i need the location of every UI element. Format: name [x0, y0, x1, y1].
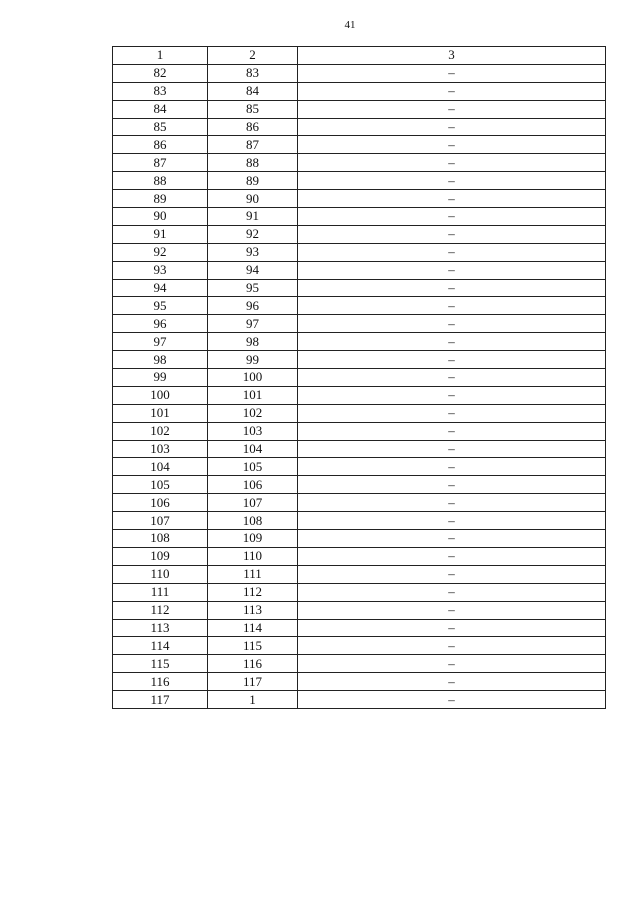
table-row	[113, 494, 606, 512]
table-cell: 94	[208, 261, 298, 279]
table-cell: 109	[113, 547, 208, 565]
table-cell: –	[298, 404, 606, 422]
table-row	[113, 691, 606, 709]
table-cell: 87	[208, 136, 298, 154]
table-cell: 105	[208, 458, 298, 476]
table-row	[113, 351, 606, 369]
table-row	[113, 261, 606, 279]
table-cell: –	[298, 386, 606, 404]
table-cell: –	[298, 351, 606, 369]
table-row	[113, 136, 606, 154]
table-cell: –	[298, 208, 606, 226]
table-cell: –	[298, 369, 606, 387]
table-cell: –	[298, 637, 606, 655]
table-row	[113, 512, 606, 530]
table-cell: –	[298, 458, 606, 476]
table-cell: 95	[208, 279, 298, 297]
table-cell: –	[298, 82, 606, 100]
table-row	[113, 583, 606, 601]
table-cell: –	[298, 530, 606, 548]
table-cell: 112	[113, 601, 208, 619]
table-row	[113, 637, 606, 655]
table-cell: 117	[208, 673, 298, 691]
table-cell: 105	[113, 476, 208, 494]
table-cell: –	[298, 691, 606, 709]
table-cell: 93	[113, 261, 208, 279]
table-cell: –	[298, 225, 606, 243]
table-cell: 88	[208, 154, 298, 172]
table-cell: –	[298, 673, 606, 691]
table-cell: 86	[208, 118, 298, 136]
table-row	[113, 172, 606, 190]
table-cell: 85	[208, 100, 298, 118]
table-row	[113, 297, 606, 315]
table-cell: 96	[208, 297, 298, 315]
table-row	[113, 190, 606, 208]
table-cell: 107	[113, 512, 208, 530]
table-cell: –	[298, 243, 606, 261]
table-cell: 108	[208, 512, 298, 530]
table-cell: –	[298, 422, 606, 440]
table-cell: –	[298, 333, 606, 351]
table-cell: 106	[208, 476, 298, 494]
table-cell: 89	[208, 172, 298, 190]
table-cell: 110	[208, 547, 298, 565]
table-cell: 111	[208, 565, 298, 583]
page-number: 41	[344, 19, 356, 31]
table-cell: 97	[208, 315, 298, 333]
table-cell: 95	[113, 297, 208, 315]
table-row	[113, 440, 606, 458]
table-row	[113, 565, 606, 583]
table-cell: 104	[113, 458, 208, 476]
data-table	[112, 46, 606, 709]
table-cell: 104	[208, 440, 298, 458]
table-cell: –	[298, 565, 606, 583]
table-row	[113, 100, 606, 118]
table-cell: 1	[208, 691, 298, 709]
table-row	[113, 422, 606, 440]
table-cell: 83	[208, 64, 298, 82]
table-row	[113, 547, 606, 565]
table-cell: –	[298, 619, 606, 637]
table-cell: –	[298, 494, 606, 512]
table-row	[113, 243, 606, 261]
table-cell: 86	[113, 136, 208, 154]
table-row	[113, 673, 606, 691]
table-cell: 113	[113, 619, 208, 637]
table-cell: 92	[113, 243, 208, 261]
table-cell: 99	[208, 351, 298, 369]
table-cell: 107	[208, 494, 298, 512]
table-cell: –	[298, 655, 606, 673]
table-cell: 101	[113, 404, 208, 422]
table-cell: 103	[208, 422, 298, 440]
table-cell: –	[298, 583, 606, 601]
table-cell: –	[298, 315, 606, 333]
table-cell: 116	[113, 673, 208, 691]
table-cell: 91	[208, 208, 298, 226]
table-cell: –	[298, 279, 606, 297]
table-row	[113, 530, 606, 548]
table-cell: 114	[208, 619, 298, 637]
table-cell: 101	[208, 386, 298, 404]
table-row	[113, 369, 606, 387]
table-cell: –	[298, 547, 606, 565]
table-cell: 98	[208, 333, 298, 351]
table-cell: 103	[113, 440, 208, 458]
table-body	[113, 64, 606, 708]
column-header: 2	[208, 47, 298, 65]
table-cell: 109	[208, 530, 298, 548]
table-cell: 99	[113, 369, 208, 387]
table-cell: 110	[113, 565, 208, 583]
table-cell: 96	[113, 315, 208, 333]
table-cell: –	[298, 172, 606, 190]
table-cell: –	[298, 118, 606, 136]
table-cell: –	[298, 154, 606, 172]
table-header-row	[113, 47, 606, 65]
table-row	[113, 601, 606, 619]
column-header: 3	[298, 47, 606, 65]
table-cell: 116	[208, 655, 298, 673]
table-row	[113, 225, 606, 243]
table-cell: 87	[113, 154, 208, 172]
table-cell: 112	[208, 583, 298, 601]
table-row	[113, 619, 606, 637]
table-cell: 84	[208, 82, 298, 100]
table-row	[113, 404, 606, 422]
table-cell: 102	[113, 422, 208, 440]
table-cell: 111	[113, 583, 208, 601]
table-cell: –	[298, 512, 606, 530]
table-row	[113, 476, 606, 494]
column-header: 1	[113, 47, 208, 65]
table-cell: –	[298, 64, 606, 82]
table-cell: 100	[208, 369, 298, 387]
table-cell: 108	[113, 530, 208, 548]
table-cell: 113	[208, 601, 298, 619]
table-cell: 115	[208, 637, 298, 655]
table-row	[113, 64, 606, 82]
table-cell: 85	[113, 118, 208, 136]
table-cell: 97	[113, 333, 208, 351]
table-cell: 89	[113, 190, 208, 208]
table-cell: 83	[113, 82, 208, 100]
table-cell: 90	[113, 208, 208, 226]
table-cell: 91	[113, 225, 208, 243]
table-cell: 114	[113, 637, 208, 655]
table-cell: 88	[113, 172, 208, 190]
table-cell: 90	[208, 190, 298, 208]
table-cell: 106	[113, 494, 208, 512]
table-cell: 82	[113, 64, 208, 82]
table-row	[113, 315, 606, 333]
table-row	[113, 655, 606, 673]
table-cell: 92	[208, 225, 298, 243]
table-cell: –	[298, 601, 606, 619]
table-cell: 102	[208, 404, 298, 422]
table-row	[113, 333, 606, 351]
table-cell: 115	[113, 655, 208, 673]
table-cell: –	[298, 261, 606, 279]
table-row	[113, 154, 606, 172]
table-cell: –	[298, 440, 606, 458]
table-cell: 100	[113, 386, 208, 404]
table-cell: –	[298, 190, 606, 208]
table-row	[113, 458, 606, 476]
table-cell: 94	[113, 279, 208, 297]
table-cell: –	[298, 136, 606, 154]
table-row	[113, 82, 606, 100]
table-row	[113, 279, 606, 297]
table-cell: 93	[208, 243, 298, 261]
table-cell: –	[298, 476, 606, 494]
table-cell: 98	[113, 351, 208, 369]
table-row	[113, 118, 606, 136]
table-cell: 117	[113, 691, 208, 709]
table-row	[113, 208, 606, 226]
table-cell: –	[298, 297, 606, 315]
table-cell: 84	[113, 100, 208, 118]
table-cell: –	[298, 100, 606, 118]
table-row	[113, 386, 606, 404]
